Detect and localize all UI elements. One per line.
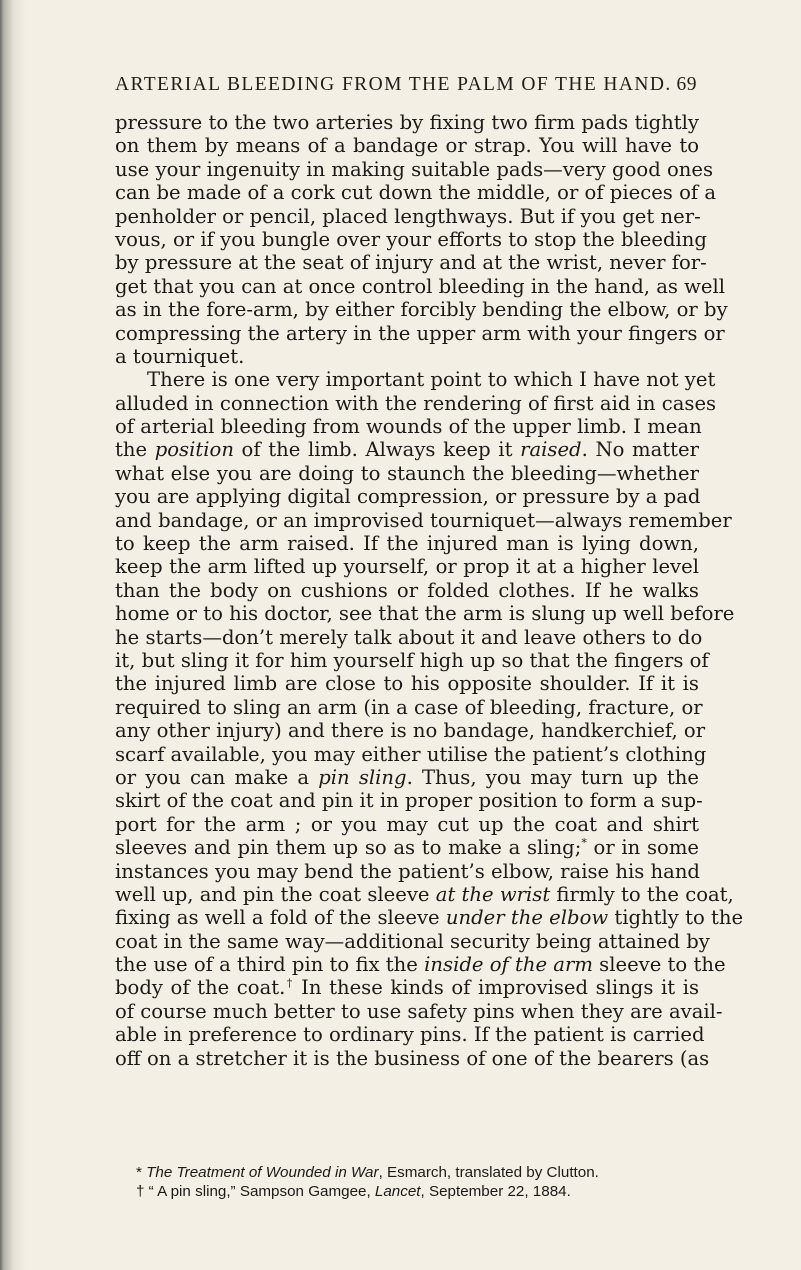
page-number: 69 bbox=[676, 74, 697, 95]
text-line: penholder or pencil, placed lengthways. But if you get ner- bbox=[115, 204, 701, 228]
body-text bbox=[115, 111, 744, 1070]
text-line: he starts—don’t merely talk about it and leave others to do bbox=[115, 625, 703, 649]
text-line: get that you can at once control bleeding in the hand, as well bbox=[115, 274, 726, 298]
text-line: keep the arm lifted up yourself, or prop it at a higher level bbox=[115, 555, 699, 579]
text-line: of arterial bleeding from wounds of the upper limb. I mean bbox=[115, 415, 702, 439]
text-line: able in preference to ordinary pins. If the patient is carried bbox=[115, 1023, 705, 1047]
italic-emphasis: raised bbox=[520, 438, 582, 462]
footnote-1: * The Treatment of Wounded in War, Esmarch, translated by Clutton. bbox=[136, 1164, 599, 1181]
text-line: any other injury) and there is no bandage, handkerchief, or bbox=[115, 719, 706, 743]
text-line: the position of the limb. Always keep it raised. No matter bbox=[115, 438, 699, 462]
footnote-source-title: Lancet bbox=[374, 1183, 421, 1200]
text-line: the use of a third pin to fix the inside of the arm sleeve to the bbox=[115, 953, 726, 977]
text-line: use your ingenuity in making suitable pads—very good ones bbox=[115, 157, 714, 181]
italic-emphasis: inside of the arm bbox=[424, 953, 593, 977]
footnote-source-title: The Treatment of Wounded in War bbox=[146, 1164, 379, 1181]
text-line: and bandage, or an improvised tourniquet—always remember bbox=[115, 508, 732, 532]
text-line: skirt of the coat and pin it in proper position to form a sup- bbox=[115, 789, 703, 813]
italic-emphasis: under the elbow bbox=[445, 906, 609, 930]
italic-emphasis: pin sling bbox=[318, 765, 407, 789]
text-line: as in the fore-arm, by either forcibly bending the elbow, or by bbox=[115, 298, 728, 322]
text-line: required to sling an arm (in a case of bleeding, fracture, or bbox=[115, 695, 703, 719]
footnote-marker: † bbox=[285, 976, 294, 990]
text-line: port for the arm ; or you may cut up the coat and shirt bbox=[115, 812, 699, 836]
text-line: vous, or if you bungle over your efforts to stop the bleeding bbox=[115, 227, 707, 251]
text-line: instances you may bend the patient’s elbow, raise his hand bbox=[115, 859, 700, 883]
text-line: can be made of a cork cut down the middle, or of pieces of a bbox=[115, 181, 717, 205]
text-line: well up, and pin the coat sleeve at the wrist firmly to the coat, bbox=[115, 882, 734, 906]
text-line: scarf available, you may either utilise the patient’s clothing bbox=[115, 742, 707, 766]
text-line: what else you are doing to staunch the bleeding—whether bbox=[115, 461, 699, 485]
text-line: alluded in connection with the rendering of first aid in cases bbox=[115, 391, 717, 415]
paragraph-start-line: There is one very important point to which I have not yet bbox=[147, 368, 716, 392]
text-line: sleeves and pin them up so as to make a sling;* or in some bbox=[115, 836, 699, 860]
footnotes bbox=[136, 1163, 698, 1201]
text-line: coat in the same way—additional security being attained by bbox=[115, 929, 710, 953]
footnote-2: † “ A pin sling,” Sampson Gamgee, Lancet, September 22, 1884. bbox=[136, 1183, 571, 1200]
italic-emphasis: at the wrist bbox=[435, 882, 551, 906]
italic-emphasis: position bbox=[154, 438, 234, 462]
text-line: a tourniquet. bbox=[115, 344, 245, 368]
text-line: or you can make a pin sling. Thus, you may turn up the bbox=[115, 765, 699, 789]
text-line: pressure to the two arteries by fixing two firm pads tightly bbox=[115, 111, 699, 134]
text-line: by pressure at the seat of injury and at the wrist, never for- bbox=[115, 251, 707, 275]
footnote-marker: * bbox=[581, 836, 587, 850]
text-line: home or to his doctor, see that the arm is slung up well before bbox=[115, 602, 735, 626]
running-title: ARTERIAL BLEEDING FROM THE PALM OF THE HAND. bbox=[115, 74, 672, 95]
text-line: of course much better to use safety pins when they are avail- bbox=[115, 999, 723, 1023]
text-line: body of the coat.† In these kinds of improvised slings it is bbox=[115, 976, 700, 1000]
text-line: you are applying digital compression, or pressure by a pad bbox=[115, 485, 701, 509]
text-line: it, but sling it for him yourself high up so that the fingers of bbox=[115, 648, 709, 672]
text-line: on them by means of a bandage or strap. You will have to bbox=[115, 134, 699, 158]
text-line: to keep the arm raised. If the injured man is lying down, bbox=[115, 532, 699, 556]
text-line: compressing the artery in the upper arm with your fingers or bbox=[115, 321, 725, 345]
text-line: than the body on cushions or folded clothes. If he walks bbox=[115, 578, 699, 602]
running-header bbox=[115, 74, 697, 96]
text-line: the injured limb are close to his opposite shoulder. If it is bbox=[115, 672, 699, 696]
text-line: fixing as well a fold of the sleeve under the elbow tightly to the bbox=[115, 906, 744, 930]
text-line: off on a stretcher it is the business of one of the bearers (as bbox=[115, 1046, 710, 1070]
